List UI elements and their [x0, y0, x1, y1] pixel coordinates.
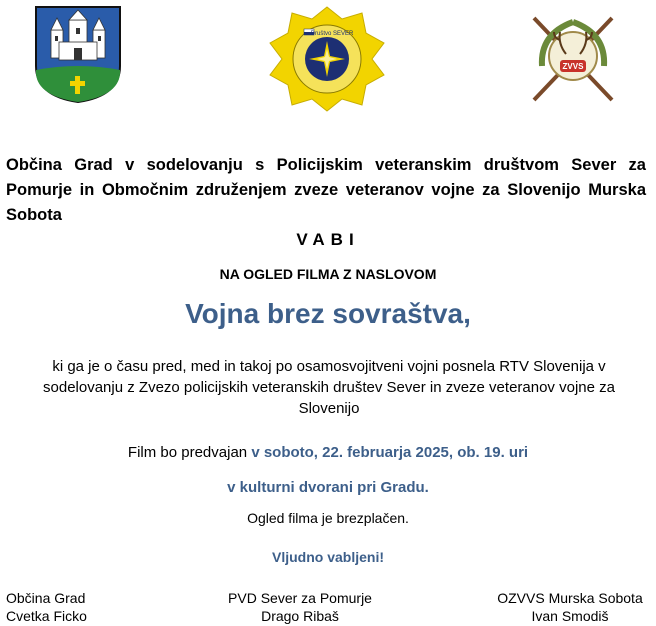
- invitation-heading: VABI: [296, 230, 360, 249]
- greeting: Vljudno vabljeni!: [271, 549, 384, 565]
- screening-info: [0, 444, 656, 461]
- signature-org: PVD Sever za Pomurje: [228, 590, 372, 606]
- venue: v kulturni dvorani pri Gradu.: [227, 479, 429, 496]
- subtitle: NA OGLED FILMA Z NASLOVOM: [219, 266, 437, 282]
- film-description: ki ga je o času pred, med in takoj po osamosvojitveni vojni posnela RTV Slovenija v sodelovanju z Zvezo policijskih veteranskih društev Sever in zveze veteranov vojne za Slovenijo: [43, 358, 615, 417]
- signature-person: Ivan Smodiš: [531, 608, 609, 624]
- pvd-sever-badge-icon: [266, 5, 388, 113]
- intro-paragraph: Občina Grad v sodelovanju s Policijskim veteranskim društvom Sever za Pomurje in Območnim združenjem zveze veteranov vojne za Slovenijo Murska Sobota: [6, 156, 646, 224]
- municipality-coat-of-arms-icon: [33, 4, 123, 104]
- screening-prefix: Film bo predvajan: [127, 444, 252, 461]
- zvvs-emblem-icon: [520, 4, 626, 108]
- logo-row: [0, 0, 656, 150]
- film-title: Vojna brez sovraštva,: [185, 298, 471, 329]
- signature-block-pvd: [220, 589, 380, 625]
- screening-date-time: v soboto, 22. februarja 2025, ob. 19. uri: [251, 444, 529, 461]
- signature-block-municipality: [6, 589, 87, 625]
- signature-org: OZVVS Murska Sobota: [497, 590, 643, 606]
- signature-person: Cvetka Ficko: [6, 608, 87, 624]
- signature-org: Občina Grad: [6, 590, 86, 606]
- signature-person: Drago Ribaš: [261, 608, 339, 624]
- free-entry-note: Ogled filma je brezplačen.: [247, 510, 409, 526]
- badge-ring-text: Društvo SEVER: [310, 31, 354, 37]
- signature-block-ozvvs: [490, 589, 650, 625]
- zvvs-badge-text: ZVVS: [562, 62, 584, 71]
